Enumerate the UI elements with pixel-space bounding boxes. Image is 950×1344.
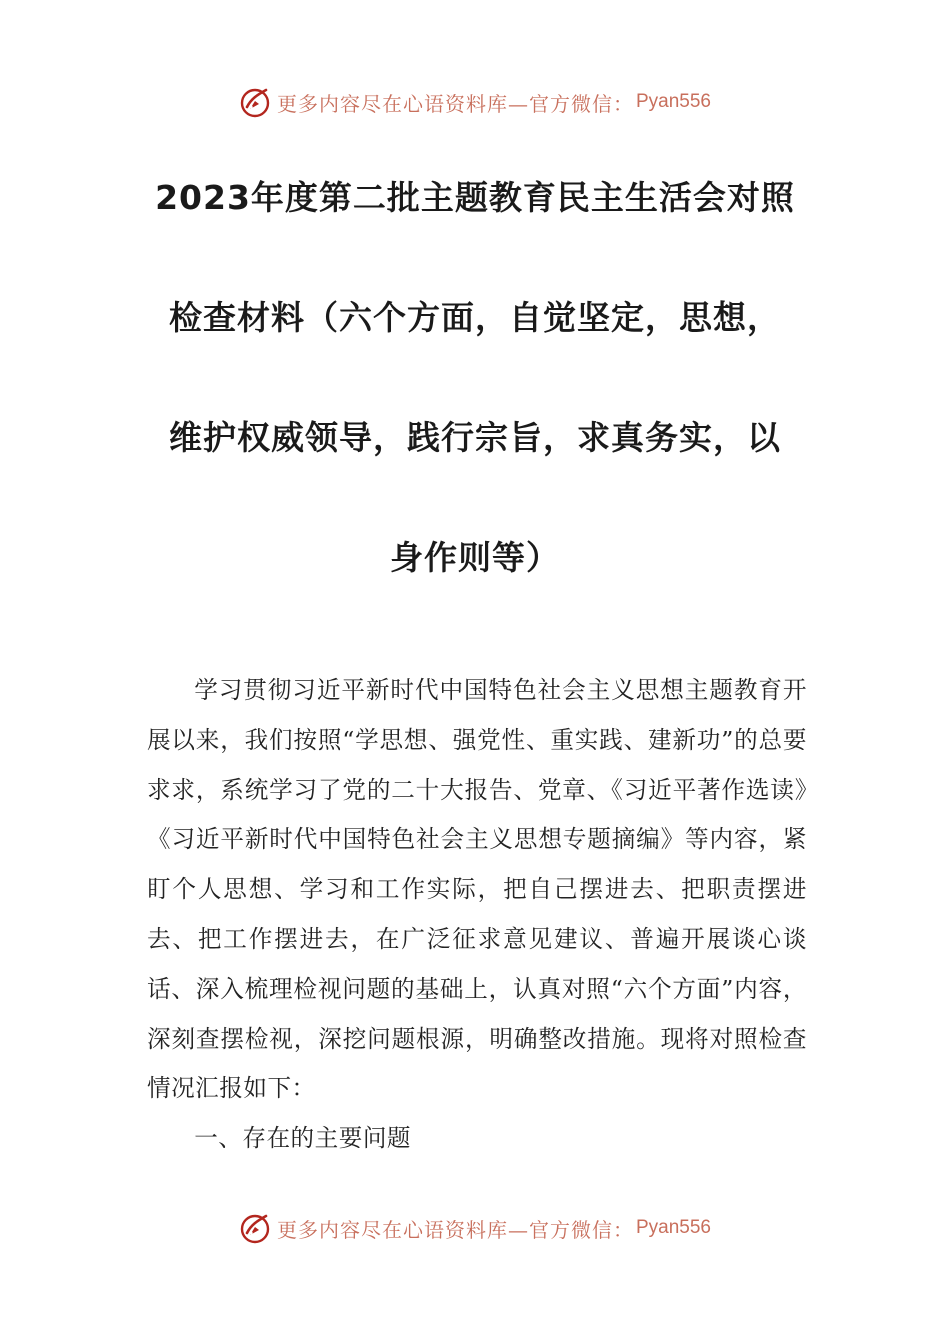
watermark-text: 更多内容尽在心语资料库—官方微信： xyxy=(276,91,634,116)
watermark-text: 更多内容尽在心语资料库—官方微信： xyxy=(276,1217,634,1242)
title-line: 身作则等） xyxy=(390,538,560,577)
pen-circle-logo-icon xyxy=(239,85,273,119)
title-line: 维护权威领导，践行宗旨，求真务实，以 xyxy=(169,418,781,457)
watermark-wechat-id: Pyan556 xyxy=(635,91,711,112)
header-watermark xyxy=(0,82,950,122)
title-line: 2023年度第二批主题教育民主生活会对照 xyxy=(155,178,795,217)
section-heading: 一、存在的主要问题 xyxy=(194,1124,412,1153)
footer-watermark xyxy=(0,1208,950,1248)
pen-circle-logo-icon xyxy=(239,1211,273,1245)
document-title xyxy=(0,168,950,648)
intro-paragraph: 学习贯彻习近平新时代中国特色社会主义思想主题教育开展以来，我们按照“学思想、强党性、重实践、建新功”的总要求求，系统学习了党的二十大报告、党章、《习近平著作选读》《习近平新时代中国特色社会主义思想专题摘编》等内容，紧盯个人思想、学习和工作实际，把自己摆进去、把职责摆进去、把工作摆进去，在广泛征求意见建议、普遍开展谈心谈话、深入梳理检视问题的基础上，认真对照“六个方面”内容，深刻查摆检视，深挖问题根源，明确整改措施。现将对照检查情况汇报如下： xyxy=(147,676,807,1103)
title-line: 检查材料（六个方面，自觉坚定，思想， xyxy=(169,298,781,337)
document-body xyxy=(147,666,807,1164)
watermark-wechat-id: Pyan556 xyxy=(635,1217,711,1238)
